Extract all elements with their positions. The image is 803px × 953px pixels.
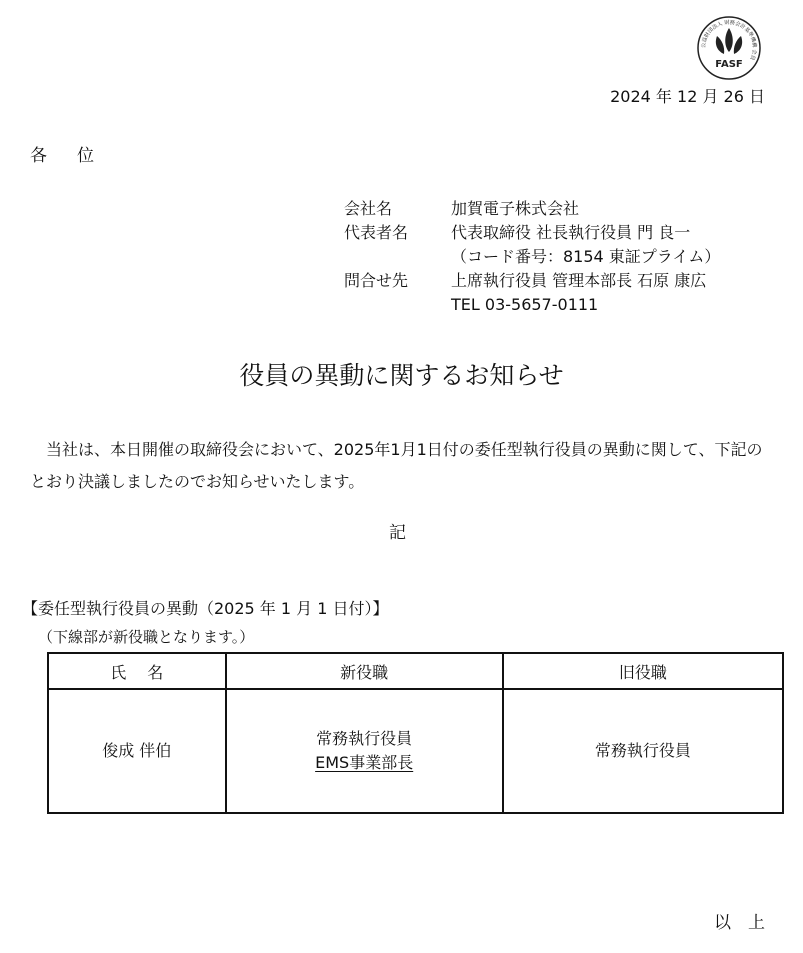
table-row (48, 689, 783, 813)
addressee-part2: 位 (77, 146, 94, 166)
info-label: 会社名 (344, 199, 393, 218)
role-change-table (47, 652, 784, 814)
info-label (344, 245, 451, 269)
document-date: 2024 年 12 月 26 日 (610, 87, 765, 106)
section-title: 【委任型執行役員の異動（2025 年 1 月 1 日付）】 (22, 599, 389, 618)
info-row-code (344, 245, 720, 269)
cell-name: 俊成 伴伯 (48, 689, 226, 813)
info-value: （コード番号：8154 東証プライム） (451, 247, 721, 266)
info-row-company (344, 197, 720, 221)
info-row-tel (344, 293, 720, 317)
ki-mark: 記 (389, 523, 406, 543)
logo-ring-text: 公益財団法人 財務会計基準機構 会員 (700, 19, 758, 61)
info-label (344, 293, 451, 317)
company-info (344, 197, 720, 317)
document-title: 役員の異動に関するお知らせ (239, 361, 564, 390)
addressee-part1: 各 (30, 146, 47, 166)
table-header-row (48, 653, 783, 689)
info-value: TEL 03-5657-0111 (451, 295, 599, 314)
info-label: 代表者名 (344, 223, 409, 242)
info-value: 上席執行役員 管理本部長 石原 康広 (451, 271, 707, 290)
addressee (30, 141, 94, 166)
header-name: 氏 名 (48, 653, 226, 689)
fasf-logo (697, 16, 761, 80)
logo-emblem-text: FASF (715, 59, 743, 70)
header-new-role: 新役職 (226, 653, 503, 689)
info-value: 代表取締役 社長執行役員 門 良一 (451, 223, 691, 242)
info-value: 加賀電子株式会社 (451, 199, 580, 218)
cell-new-role (226, 689, 503, 813)
info-row-contact (344, 269, 720, 293)
body-paragraph: 当社は、本日開催の取締役会において、2025年1月1日付の委任型執行役員の異動に関して、下記のとおり決議しましたのでお知らせいたします。 (30, 440, 763, 491)
underline-note: （下線部が新役職となります。） (38, 628, 255, 646)
cell-old-role: 常務執行役員 (503, 689, 783, 813)
info-label: 問合せ先 (344, 271, 409, 290)
new-role-line1: 常務執行役員 (316, 729, 413, 748)
new-role-line2: EMS事業部長 (315, 753, 414, 772)
header-old-role: 旧役職 (503, 653, 783, 689)
closing-mark: 以 上 (714, 913, 765, 933)
info-row-representative (344, 221, 720, 245)
